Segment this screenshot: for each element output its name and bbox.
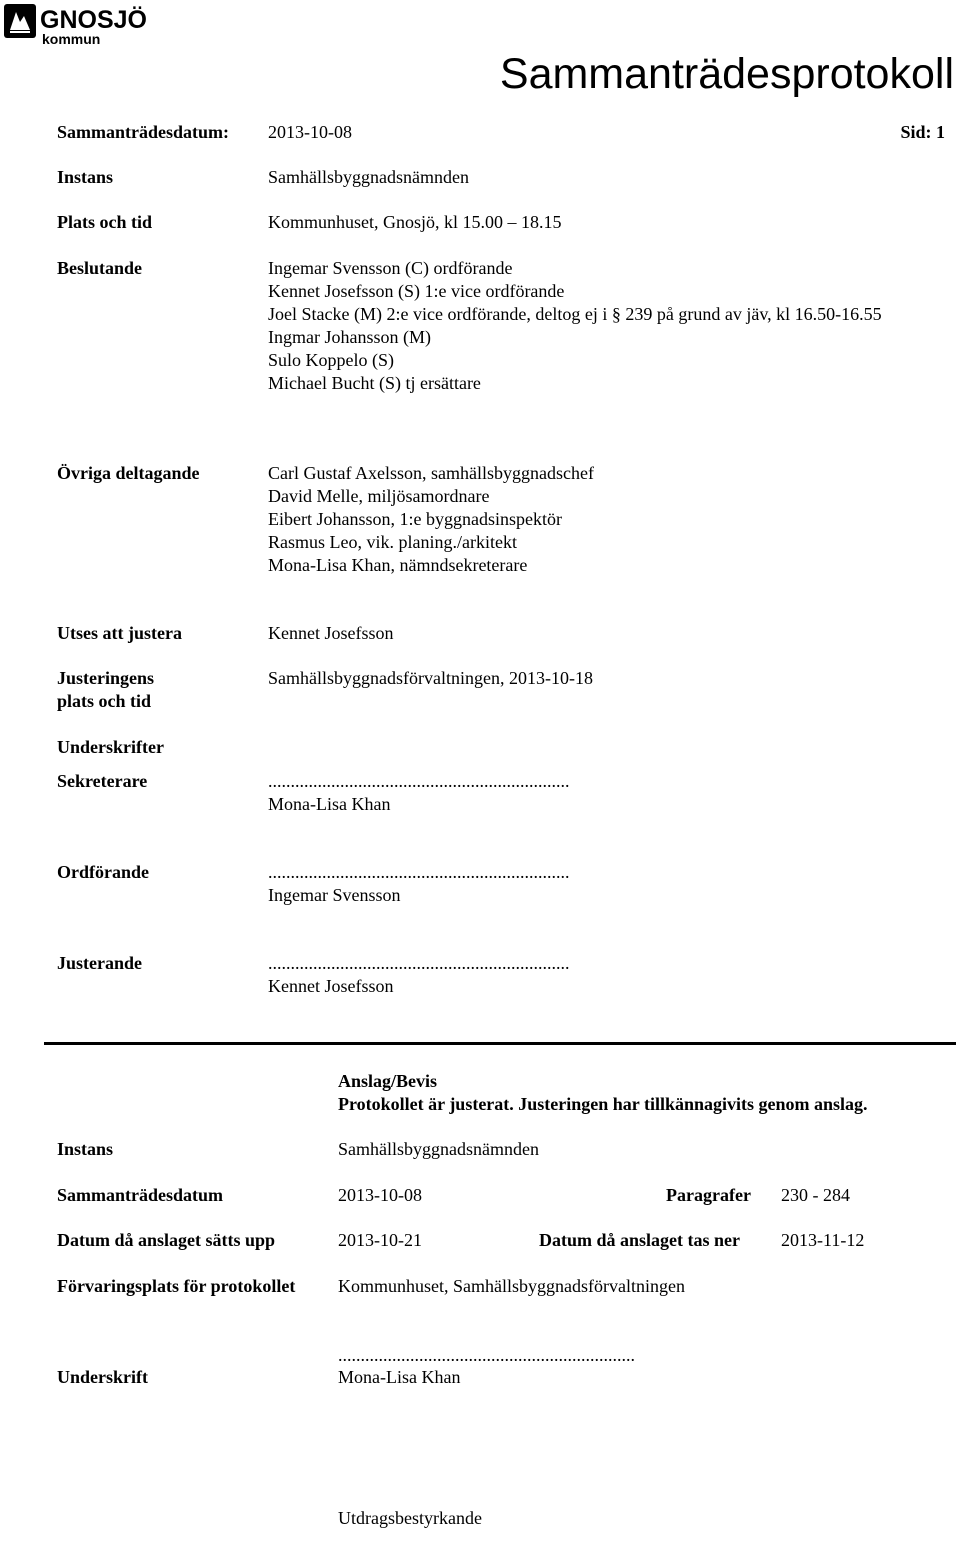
list-item: David Melle, miljösamordnare <box>268 486 490 506</box>
list-item: Mona-Lisa Khan, nämndsekreterare <box>268 555 528 575</box>
ovriga-label: Övriga deltagande <box>57 463 200 483</box>
sekreterare-name: Mona-Lisa Khan <box>268 794 391 814</box>
utdragsbestyrkande-label: Utdragsbestyrkande <box>338 1508 482 1528</box>
instans-value: Samhällsbyggnadsnämnden <box>268 167 469 187</box>
plats-label: Plats och tid <box>57 212 153 232</box>
list-item: Michael Bucht (S) tj ersättare <box>268 373 481 393</box>
list-item: Joel Stacke (M) 2:e vice ordförande, deltog ej i § 239 på grund av jäv, kl 16.50-16.55 <box>268 304 882 324</box>
svg-text:GNOSJÖ: GNOSJÖ <box>40 6 147 34</box>
list-item: Carl Gustaf Axelsson, samhällsbyggnadschef <box>268 463 594 483</box>
list-item: Ingmar Johansson (M) <box>268 327 431 347</box>
sekreterare-label: Sekreterare <box>57 771 148 791</box>
list-item: Sulo Koppelo (S) <box>268 350 394 370</box>
document-title: Sammanträdesprotokoll <box>499 50 954 98</box>
plats-value: Kommunhuset, Gnosjö, kl 15.00 – 18.15 <box>268 212 562 232</box>
underskrift-signature-line: .................................................................. <box>338 1345 635 1365</box>
justering-plats-label-2: plats och tid <box>57 691 152 711</box>
anslag-datum-label: Sammanträdesdatum <box>57 1185 224 1205</box>
ovriga-list <box>268 462 594 577</box>
anslag-heading: Anslag/Bevis <box>338 1071 438 1091</box>
section-divider <box>44 1042 956 1045</box>
underskrifter-label: Underskrifter <box>57 737 164 757</box>
ordforande-signature-line: ................................................................... <box>268 862 570 882</box>
beslutande-label: Beslutande <box>57 258 143 278</box>
forvaring-label: Förvaringsplats för protokollet <box>57 1276 296 1296</box>
utses-value: Kennet Josefsson <box>268 623 394 643</box>
paragrafer-value: 230 - 284 <box>781 1185 850 1205</box>
anslag-ner-value: 2013-11-12 <box>781 1230 865 1250</box>
anslag-instans-label: Instans <box>57 1139 114 1159</box>
list-item: Kennet Josefsson (S) 1:e vice ordförande <box>268 281 565 301</box>
meeting-date-label: Sammanträdesdatum: <box>57 122 230 142</box>
ordforande-label: Ordförande <box>57 862 149 882</box>
sekreterare-signature-line: ................................................................... <box>268 771 570 791</box>
justerande-label: Justerande <box>57 953 142 973</box>
justerande-name: Kennet Josefsson <box>268 976 394 996</box>
underskrift-label: Underskrift <box>57 1367 148 1387</box>
list-item: Rasmus Leo, vik. planing./arkitekt <box>268 532 517 552</box>
justerande-signature-line: ................................................................... <box>268 953 570 973</box>
anslag-ner-label: Datum då anslaget tas ner <box>539 1230 740 1250</box>
svg-text:kommun: kommun <box>42 31 101 47</box>
justering-plats-value: Samhällsbyggnadsförvaltningen, 2013-10-18 <box>268 668 593 688</box>
forvaring-value: Kommunhuset, Samhällsbyggnadsförvaltningen <box>338 1276 685 1296</box>
list-item: Ingemar Svensson (C) ordförande <box>268 258 513 278</box>
anslag-instans-value: Samhällsbyggnadsnämnden <box>338 1139 539 1159</box>
underskrift-name: Mona-Lisa Khan <box>338 1367 461 1387</box>
ordforande-name: Ingemar Svensson <box>268 885 401 905</box>
meeting-date-value: 2013-10-08 <box>268 122 352 142</box>
anslag-subheading: Protokollet är justerat. Justeringen har tillkännagivits genom anslag. <box>338 1094 868 1114</box>
beslutande-list <box>268 257 882 395</box>
utses-label: Utses att justera <box>57 623 182 643</box>
justering-plats-label-1: Justeringens <box>57 668 155 688</box>
instans-label: Instans <box>57 167 114 187</box>
anslag-upp-label: Datum då anslaget sätts upp <box>57 1230 276 1250</box>
anslag-upp-value: 2013-10-21 <box>338 1230 422 1250</box>
paragrafer-label: Paragrafer <box>666 1185 751 1205</box>
list-item: Eibert Johansson, 1:e byggnadsinspektör <box>268 509 562 529</box>
page-number: Sid: 1 <box>900 122 945 142</box>
anslag-datum-value: 2013-10-08 <box>338 1185 422 1205</box>
gnosjo-kommun-logo <box>2 0 174 48</box>
